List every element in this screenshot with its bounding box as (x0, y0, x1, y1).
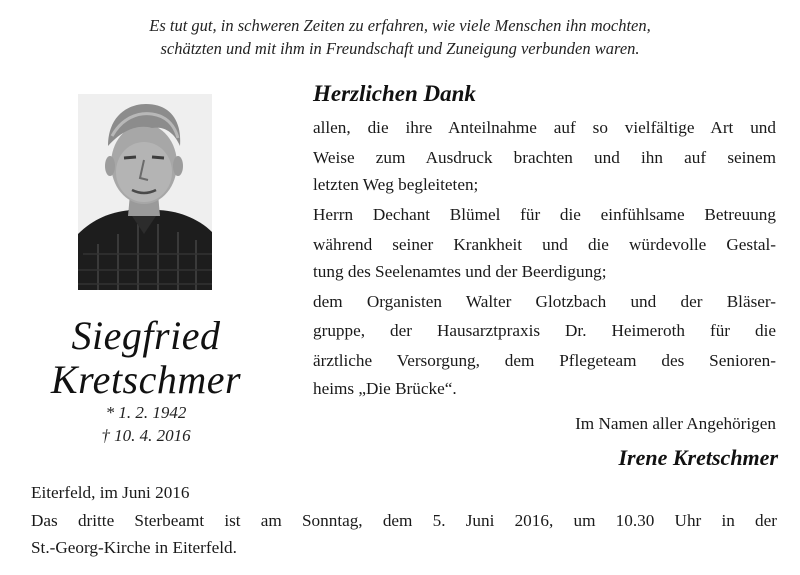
thanks-line: heims „Die Brücke“. (313, 379, 457, 398)
mass-info-line-2: St.-Georg-Kirche in Eiterfeld. (31, 538, 237, 557)
place-date: Eiterfeld, im Juni 2016 (31, 483, 190, 502)
mass-info-line-1: Das dritte Sterbeamt ist am Sonntag, dem 5. Juni 2016, um 10.30 Uhr in der (31, 511, 777, 530)
death-date: † 10. 4. 2016 (101, 426, 191, 445)
quote-line-1: Es tut gut, in schweren Zeiten zu erfahren, wie viele Menschen ihn mochten, (149, 16, 651, 35)
signature-name: Irene Kretschmer (618, 445, 778, 470)
deceased-last-name: Kretschmer (50, 357, 242, 402)
intro-quote (0, 14, 800, 60)
thanks-line: dem Organisten Walter Glotzbach und der Bläser- (313, 292, 776, 311)
portrait-image (78, 94, 212, 290)
birth-date: * 1. 2. 1942 (105, 403, 187, 422)
thanks-line: Herrn Dechant Blümel für die einfühlsame Betreuung (313, 205, 776, 224)
thanks-line: ärztliche Versorgung, dem Pflegeteam des Senioren- (313, 351, 776, 370)
thanks-line: gruppe, der Hausarztpraxis Dr. Heimeroth für die (313, 321, 776, 340)
quote-line-2: schätzten und mit ihm in Freundschaft und Zuneigung verbunden waren. (160, 39, 640, 58)
deceased-first-name: Siegfried (71, 313, 221, 358)
on-behalf-text: Im Namen aller Angehörigen (575, 414, 776, 433)
thanks-line: Weise zum Ausdruck brachten und ihn auf seinem (313, 148, 776, 167)
thanks-line: letzten Weg begleiteten; (313, 175, 479, 194)
thanks-heading: Herzlichen Dank (313, 81, 476, 106)
portrait-photo (78, 94, 212, 290)
thanks-line: während seiner Krankheit und die würdevolle Gestal- (313, 235, 776, 254)
thanks-line: allen, die ihre Anteilnahme auf so vielfältige Art und (313, 118, 776, 137)
thanks-line: tung des Seelenamtes und der Beerdigung; (313, 262, 607, 281)
